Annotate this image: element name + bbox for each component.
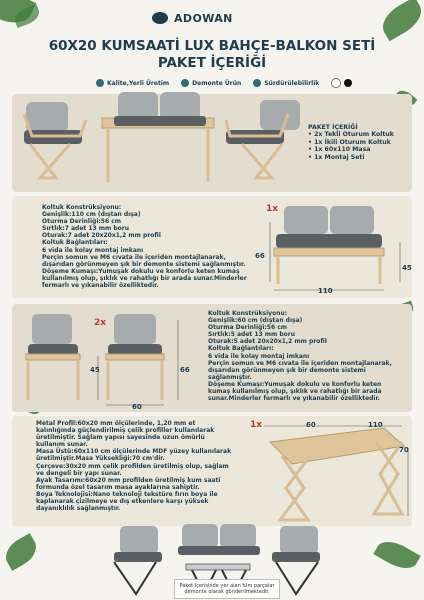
leaf-decoration <box>0 533 41 571</box>
package-contents <box>308 124 394 161</box>
sofa-quantity: 1x <box>266 204 279 214</box>
title-line-2: PAKET İÇERİĞİ <box>157 55 267 71</box>
table-specs <box>36 420 231 512</box>
spec-line: dayanıklılık sağlanmıştır. <box>36 505 121 513</box>
leaf-decoration <box>373 535 420 575</box>
spec-line: Ayak Tasarımı:60x20 mm profilden üretilmiş kum saati <box>36 476 221 484</box>
spec-line: sağlanmıştır. <box>208 373 252 381</box>
badge-label: Sürdürülebilirlik <box>264 79 320 87</box>
spec-line: 6 vida ile kolay montaj imkanı <box>208 352 310 360</box>
spec-line: üretilmiştir. Sağlam yapısı sayesinde uzun ömürlü <box>36 434 205 442</box>
spec-line: Döşeme Kumaşı:Yumuşak dokulu ve konforlu keten kumaş <box>42 267 240 275</box>
leaf-decoration <box>376 0 424 41</box>
spec-line: kullanım sunar. <box>36 441 88 449</box>
spec-line: kalınlığında güçlendirilmiş çelik profiller kullanılarak <box>36 427 215 435</box>
swatch-black <box>344 79 352 87</box>
spec-line: Koltuk Bağlantıları: <box>42 239 108 247</box>
spec-line: Oturma Derinliği:56 cm <box>208 324 288 332</box>
spec-line: üretilmiştir.Masa Yüksekliği:70 cm'dir. <box>36 455 165 463</box>
package-item: • 1x Montaj Seti <box>308 153 365 161</box>
package-item: • 1x 60x110 Masa <box>308 146 371 154</box>
table-height-label: 70 <box>399 446 409 454</box>
table-width-label: 110 <box>368 421 383 429</box>
spec-line: sunar.Minderler fermarlı ve yıkanabilir özelliktedir. <box>208 395 380 403</box>
spec-line: 6 vida ile kolay montaj imkanı <box>42 246 144 254</box>
spec-line: Oturma Derinliği:56 cm <box>42 218 122 226</box>
table <box>102 118 214 182</box>
spec-line: dışarıdan görünmeyen şık bir demonte sistemi <box>208 366 366 374</box>
chair-quantity: 2x <box>94 318 107 328</box>
spec-line: Koltuk Bağlantıları: <box>208 345 274 353</box>
table-depth-label: 60 <box>306 421 316 429</box>
table-quantity: 1x <box>250 420 263 430</box>
chair-height-left-label: 45 <box>90 366 100 374</box>
spec-line: Perçin somun ve M6 cıvata ile içeriden montajlanarak, <box>42 253 226 261</box>
table-image <box>252 424 412 524</box>
spec-line: Döşeme Kumaşı:Yumuşak dokulu ve konforlu keten <box>208 380 382 388</box>
spec-line: ve dengeli bir yapı sunar. <box>36 469 122 477</box>
spec-line: formunda özel tasarım masa ayaklarına sahiptir. <box>36 483 200 491</box>
color-swatches <box>331 78 352 88</box>
footer-note <box>174 579 280 599</box>
single-chair-left <box>24 102 86 178</box>
spec-line: kumaş kullanılmış olup, şıklık ve rahatlığı bir arada <box>208 388 382 396</box>
spec-line: Metal Profil:60x20 mm ölçülerinde, 1,20 mm et <box>36 420 196 427</box>
package-item: • 1x İkili Oturum Koltuk <box>308 138 391 146</box>
spec-line: Masa Üstü:60x110 cm ölçülerinde MDF yüzey kullanılarak <box>36 448 232 456</box>
badge-label: Kalite,Yerli Üretim <box>107 79 170 87</box>
spec-line: kaplanarak çizilmeye ve dış etkenlere karşı yüksek <box>36 498 209 506</box>
single-chair-right <box>226 100 300 178</box>
chair-width-label: 60 <box>132 403 142 411</box>
spec-line: fermarlı ve yıkanabilir özelliktedir. <box>42 282 159 290</box>
spec-line: dışarıdan görünmeyen şık bir demonte sistemi sağlanmıştır. <box>42 260 246 268</box>
sofa-width-label: 110 <box>318 287 333 295</box>
badge-label: Demonte Ürün <box>192 79 242 87</box>
spec-line: Sırtlık:5 adet 13 mm boru <box>208 331 296 339</box>
spec-line: Sırtlık:7 adet 13 mm boru <box>42 225 130 233</box>
spec-line: kullanılmış olup, şıklık ve rahatlığı bir arada sunar.Minderler <box>42 274 247 282</box>
double-sofa <box>114 92 206 126</box>
swatch-white <box>331 78 341 88</box>
set-overview-image <box>20 86 310 196</box>
spec-line: Oturak:7 adet 20x20x1,2 mm profil <box>42 232 161 240</box>
chair-height-right-label: 66 <box>180 366 190 374</box>
sofa-height-right-label: 45 <box>402 264 412 272</box>
spec-line: Boya Teknolojisi:Nano teknoloji tekstüre fırın boya ile <box>36 490 218 498</box>
package-contents-header: PAKET İÇERİĞİ <box>308 124 358 131</box>
chair-image <box>22 310 202 408</box>
footer-note-line: demonte olarak gönderilmektedir. <box>184 589 270 595</box>
package-item: • 2x Tekli Oturum Koltuk <box>308 131 394 139</box>
brand-name: ADOWAN <box>174 11 233 25</box>
page-title <box>0 38 424 72</box>
sofa-image <box>264 202 414 294</box>
sofa-height-left-label: 66 <box>255 252 265 260</box>
brand <box>152 10 233 26</box>
footer-note-line: Paket içerisinde yer alan tüm parçalar <box>179 583 275 589</box>
spec-line: Oturak:5 adet 20x20x1,2 mm profil <box>208 338 327 346</box>
spec-line: Koltuk Konstrüksiyonu: <box>42 204 122 211</box>
spec-line: Genişlik:60 cm (dıştan dışa) <box>208 317 303 325</box>
brand-logo-icon <box>152 12 168 24</box>
spec-line: Perçin somun ve M6 cıvata ile içeriden montajlanarak, <box>208 359 392 367</box>
title-line-1: 60X20 KUMSAATİ LUX BAHÇE-BALKON SETİ <box>48 38 376 54</box>
spec-line: Koltuk Konstrüksiyonu: <box>208 310 288 317</box>
chair-specs <box>208 310 392 402</box>
sofa-specs <box>42 204 247 289</box>
spec-line: Çerçeve:30x20 mm çelik profilden üretilmiş olup, sağlam <box>36 462 229 470</box>
spec-line: Genişlik:110 cm (dıştan dışa) <box>42 211 141 219</box>
